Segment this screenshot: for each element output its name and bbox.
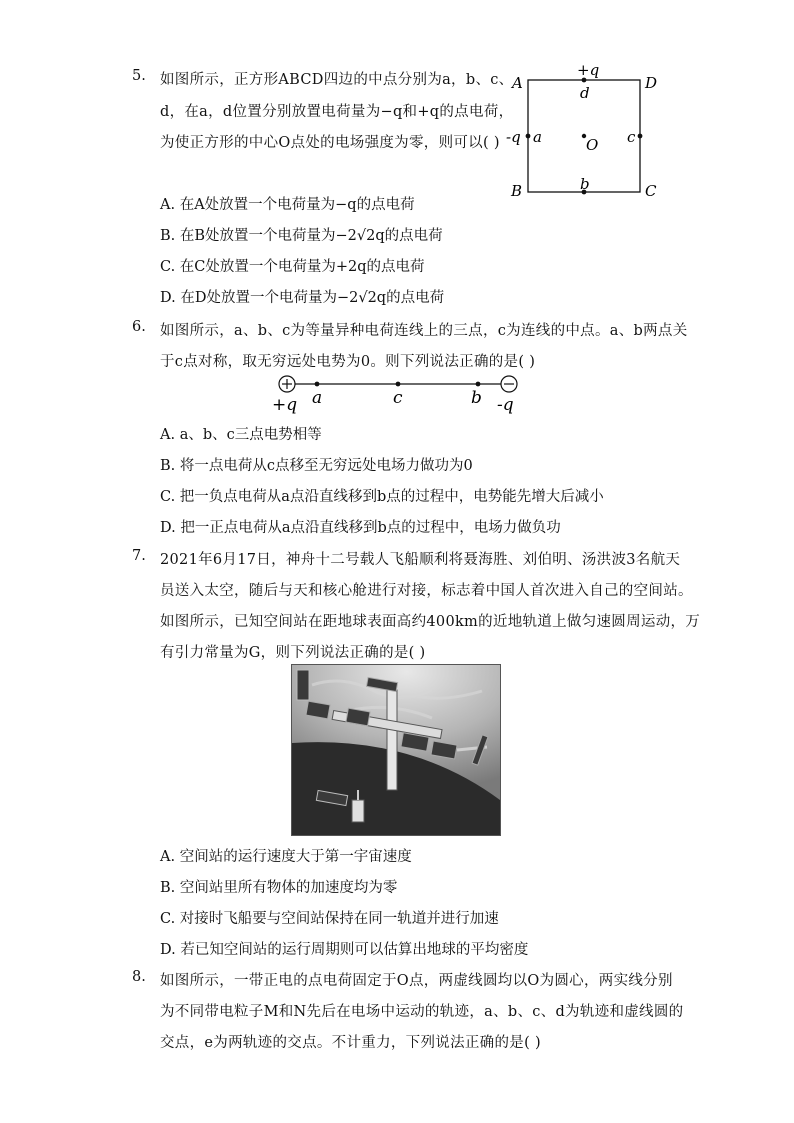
q5-option-a: A. 在A处放置一个电荷量为−q的点电荷 <box>160 197 415 213</box>
q5-option-d: D. 在D处放置一个电荷量为−2√2q的点电荷 <box>160 290 445 306</box>
q5-label-D: D <box>645 74 658 92</box>
q5-label-a: a <box>533 128 542 146</box>
q5-label-A: A <box>512 74 523 92</box>
q5-option-c: C. 在C处放置一个电荷量为+2q的点电荷 <box>160 259 425 275</box>
q7-option-d: D. 若已知空间站的运行周期则可以估算出地球的平均密度 <box>160 942 529 958</box>
q5-stem-line-1: 如图所示，正方形ABCD四边的中点分别为a，b、c、 <box>160 72 514 88</box>
q5-label-B: B <box>511 182 523 200</box>
q6-charge-line-diagram <box>268 372 530 416</box>
q7-stem-line-2: 员送入太空，随后与天和核心舱进行对接，标志着中国人首次进入自己的空间站。 <box>160 583 693 599</box>
q7-option-b: B. 空间站里所有物体的加速度均为零 <box>160 880 398 896</box>
q6-option-a: A. a、b、c三点电势相等 <box>160 427 322 443</box>
q5-label-O: O <box>586 136 599 154</box>
space-station-photo <box>291 664 501 836</box>
q7-option-c: C. 对接时飞船要与空间站保持在同一轨道并进行加速 <box>160 911 499 927</box>
q7-stem-line-1: 2021年6月17日，神舟十二号载人飞船顺利将聂海胜、刘伯明、汤洪波3名航天 <box>160 552 681 568</box>
q6-option-b: B. 将一点电荷从c点移至无穷远处电场力做功为0 <box>160 458 473 474</box>
q7-stem-line-4: 有引力常量为G，则下列说法正确的是( ) <box>160 645 426 661</box>
q8-stem-line-2: 为不同带电粒子M和N先后在电场中运动的轨迹，a、b、c、d为轨迹和虚线圆的 <box>160 1004 684 1020</box>
q5-number: 5. <box>132 68 146 84</box>
q6-option-d: D. 把一正点电荷从a点沿直线移到b点的过程中，电场力做负功 <box>160 520 561 536</box>
q5-label-d: d <box>580 84 590 102</box>
q5-square-diagram <box>500 58 670 203</box>
q6-stem-line-2: 于c点对称，取无穷远处电势为0。则下列说法正确的是( ) <box>160 354 536 370</box>
q6-label-minus-q: -q <box>497 395 514 415</box>
q5-label-minus-q: -q <box>506 128 521 146</box>
q5-option-b: B. 在B处放置一个电荷量为−2√2q的点电荷 <box>160 228 443 244</box>
q6-label-plus-q: +q <box>272 395 298 415</box>
q6-option-c: C. 把一负点电荷从a点沿直线移到b点的过程中，电势能先增大后减小 <box>160 489 604 505</box>
q5-label-b: b <box>580 175 590 193</box>
q6-number: 6. <box>132 319 146 335</box>
q7-option-a: A. 空间站的运行速度大于第一宇宙速度 <box>160 849 412 865</box>
q5-label-c: c <box>627 128 636 146</box>
q6-stem-line-1: 如图所示，a、b、c为等量异种电荷连线上的三点，c为连线的中点。a、b两点关 <box>160 323 688 339</box>
q6-label-b: b <box>471 388 482 408</box>
q5-label-C: C <box>645 182 657 200</box>
q8-stem-line-3: 交点，e为两轨迹的交点。不计重力，下列说法正确的是( ) <box>160 1035 541 1051</box>
q5-stem-line-3: 为使正方形的中心O点处的电场强度为零，则可以( ) <box>160 135 500 151</box>
q7-stem-line-3: 如图所示，已知空间站在距地球表面高约400km的近地轨道上做匀速圆周运动，万 <box>160 614 701 630</box>
q5-stem-line-2: d，在a，d位置分别放置电荷量为−q和+q的点电荷， <box>160 104 514 120</box>
q8-number: 8. <box>132 969 146 985</box>
q6-label-c: c <box>393 388 403 408</box>
q5-label-plus-q: +q <box>577 61 600 79</box>
q8-stem-line-1: 如图所示，一带正电的点电荷固定于O点，两虚线圆均以O为圆心，两实线分别 <box>160 973 673 989</box>
q6-label-a: a <box>312 388 323 408</box>
q7-number: 7. <box>132 548 146 564</box>
